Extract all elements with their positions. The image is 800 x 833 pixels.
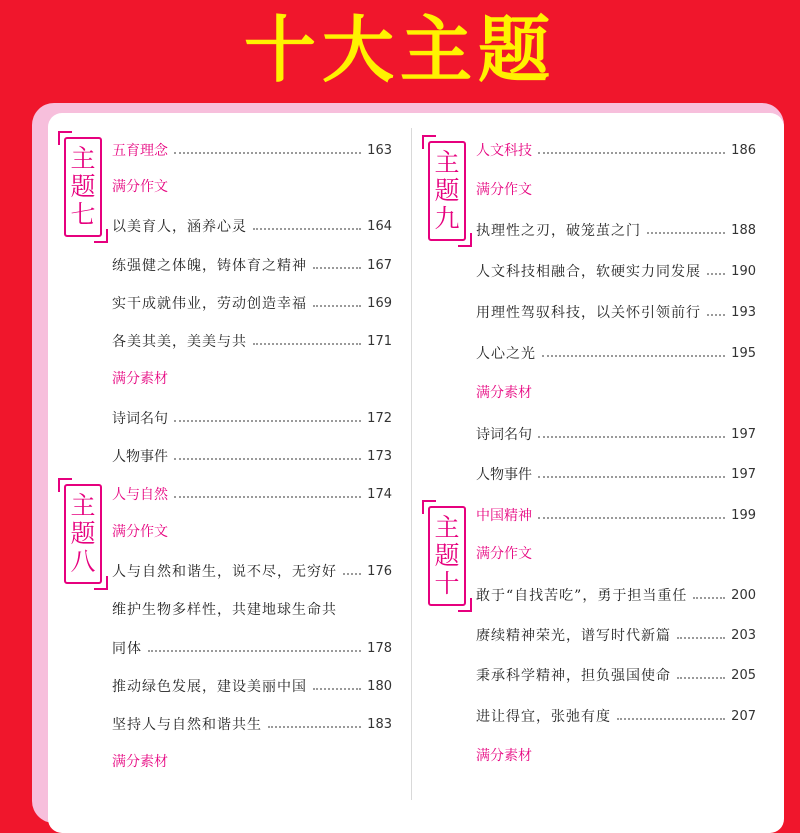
leader-dots	[677, 677, 725, 679]
toc-page: 167	[367, 257, 392, 273]
toc-text: 诗词名句	[112, 411, 168, 427]
toc-text: 练强健之体魄，铸体育之精神	[112, 258, 307, 274]
toc-page: 197	[731, 426, 756, 442]
toc-theme-title[interactable]	[476, 137, 756, 163]
toc-text: 实干成就伟业，劳动创造幸福	[112, 296, 307, 312]
section-label-essay: 满分作文	[476, 546, 532, 562]
toc-entry[interactable]	[112, 673, 392, 699]
toc-text: 人物事件	[112, 449, 168, 465]
toc-page: 207	[731, 708, 756, 724]
leader-dots	[174, 458, 361, 460]
toc-page: 164	[367, 218, 392, 234]
leader-dots	[693, 597, 725, 599]
theme-badge-10	[428, 506, 466, 606]
toc-entry[interactable]	[476, 299, 756, 325]
toc-entry[interactable]	[112, 711, 392, 737]
toc-page: 172	[367, 410, 392, 426]
badge-char: 主	[70, 491, 96, 520]
toc-entry[interactable]	[476, 340, 756, 366]
leader-dots	[313, 688, 361, 690]
leader-dots	[707, 273, 725, 275]
leader-dots	[617, 718, 725, 720]
toc-entry-wrap[interactable]: 维护生物多样性，共建地球生命共	[112, 602, 337, 618]
toc-text: 人文科技相融合，软硬实力同发展	[476, 264, 701, 280]
toc-page: 176	[367, 563, 392, 579]
toc-page: 197	[731, 466, 756, 482]
toc-page: 193	[731, 304, 756, 320]
leader-dots	[343, 573, 361, 575]
toc-entry[interactable]	[112, 443, 392, 469]
leader-dots	[647, 232, 725, 234]
leader-dots	[174, 152, 361, 154]
banner-title: 十大主题	[243, 8, 556, 92]
toc-page: 163	[367, 142, 392, 158]
leader-dots	[707, 314, 725, 316]
leader-dots	[174, 496, 361, 498]
toc-entry[interactable]	[476, 461, 756, 487]
toc-entry[interactable]	[112, 290, 392, 316]
badge-char: 题	[434, 541, 460, 570]
toc-text: 诗词名句	[476, 427, 532, 443]
toc-text: 同体	[112, 641, 142, 657]
toc-text: 赓续精神荣光，谱写时代新篇	[476, 628, 671, 644]
badge-char: 题	[70, 172, 96, 201]
toc-entry[interactable]	[476, 622, 756, 648]
toc-page: 186	[731, 142, 756, 158]
leader-dots	[538, 476, 725, 478]
leader-dots	[542, 355, 725, 357]
toc-page: 203	[731, 627, 756, 643]
toc-entry[interactable]	[112, 252, 392, 278]
section-label-essay: 满分作文	[476, 182, 532, 198]
toc-entry[interactable]	[476, 421, 756, 447]
toc-entry[interactable]	[112, 405, 392, 431]
leader-dots	[268, 726, 361, 728]
toc-theme-title[interactable]	[112, 481, 392, 507]
toc-text: 推动绿色发展，建设美丽中国	[112, 679, 307, 695]
toc-entry[interactable]	[476, 258, 756, 284]
toc-entry[interactable]	[476, 662, 756, 688]
badge-char: 十	[434, 569, 460, 598]
toc-page: 183	[367, 716, 392, 732]
toc-text: 人心之光	[476, 346, 536, 362]
section-label-essay: 满分作文	[112, 524, 168, 540]
theme-badge-9	[428, 141, 466, 241]
toc-entry[interactable]	[112, 635, 392, 661]
badge-char: 七	[70, 200, 96, 229]
toc-text: 敢于“自找苦吃”，勇于担当重任	[476, 588, 688, 604]
column-divider	[411, 128, 412, 800]
leader-dots	[253, 343, 361, 345]
toc-page: 188	[731, 222, 756, 238]
toc-entry[interactable]	[112, 558, 392, 584]
toc-text: 中国精神	[476, 508, 532, 524]
leader-dots	[538, 152, 725, 154]
theme-badge-8	[64, 484, 102, 584]
leader-dots	[538, 517, 725, 519]
toc-page: 169	[367, 295, 392, 311]
toc-entry[interactable]	[476, 582, 756, 608]
toc-text: 人与自然和谐生，说不尽，无穷好	[112, 564, 337, 580]
leader-dots	[148, 650, 361, 652]
toc-page: 190	[731, 263, 756, 279]
section-label-material: 满分素材	[476, 385, 532, 401]
leader-dots	[538, 436, 725, 438]
toc-page: 174	[367, 486, 392, 502]
toc-theme-title[interactable]	[112, 137, 392, 163]
section-label-essay: 满分作文	[112, 179, 168, 195]
toc-page: 173	[367, 448, 392, 464]
toc-text: 秉承科学精神，担负强国使命	[476, 668, 671, 684]
toc-entry[interactable]	[112, 213, 392, 239]
toc-entry[interactable]	[476, 703, 756, 729]
badge-char: 九	[434, 204, 460, 233]
toc-entry[interactable]	[476, 217, 756, 243]
toc-text: 以美育人，涵养心灵	[112, 219, 247, 235]
toc-text: 人物事件	[476, 467, 532, 483]
leader-dots	[253, 228, 361, 230]
section-label-material: 满分素材	[476, 748, 532, 764]
toc-text: 各美其美，美美与共	[112, 334, 247, 350]
toc-page: 205	[731, 667, 756, 683]
toc-page: 195	[731, 345, 756, 361]
theme-badge-7	[64, 137, 102, 237]
toc-entry[interactable]	[112, 328, 392, 354]
leader-dots	[313, 305, 361, 307]
toc-page: 180	[367, 678, 392, 694]
badge-char: 题	[434, 176, 460, 205]
leader-dots	[313, 267, 361, 269]
toc-theme-title[interactable]	[476, 502, 756, 528]
toc-page: 200	[731, 587, 756, 603]
toc-text: 人与自然	[112, 487, 168, 503]
badge-char: 题	[70, 519, 96, 548]
toc-page: 178	[367, 640, 392, 656]
section-label-material: 满分素材	[112, 371, 168, 387]
badge-char: 主	[434, 148, 460, 177]
leader-dots	[677, 637, 725, 639]
badge-char: 主	[434, 513, 460, 542]
toc-page: 171	[367, 333, 392, 349]
toc-text: 五育理念	[112, 143, 168, 159]
toc-text: 用理性驾驭科技，以关怀引领前行	[476, 305, 701, 321]
leader-dots	[174, 420, 361, 422]
toc-text: 坚持人与自然和谐共生	[112, 717, 262, 733]
section-label-material: 满分素材	[112, 754, 168, 770]
toc-page: 199	[731, 507, 756, 523]
badge-char: 八	[70, 547, 96, 576]
toc-text: 人文科技	[476, 143, 532, 159]
toc-text: 进让得宜，张弛有度	[476, 709, 611, 725]
toc-text: 执理性之刃，破笼茧之门	[476, 223, 641, 239]
badge-char: 主	[70, 144, 96, 173]
